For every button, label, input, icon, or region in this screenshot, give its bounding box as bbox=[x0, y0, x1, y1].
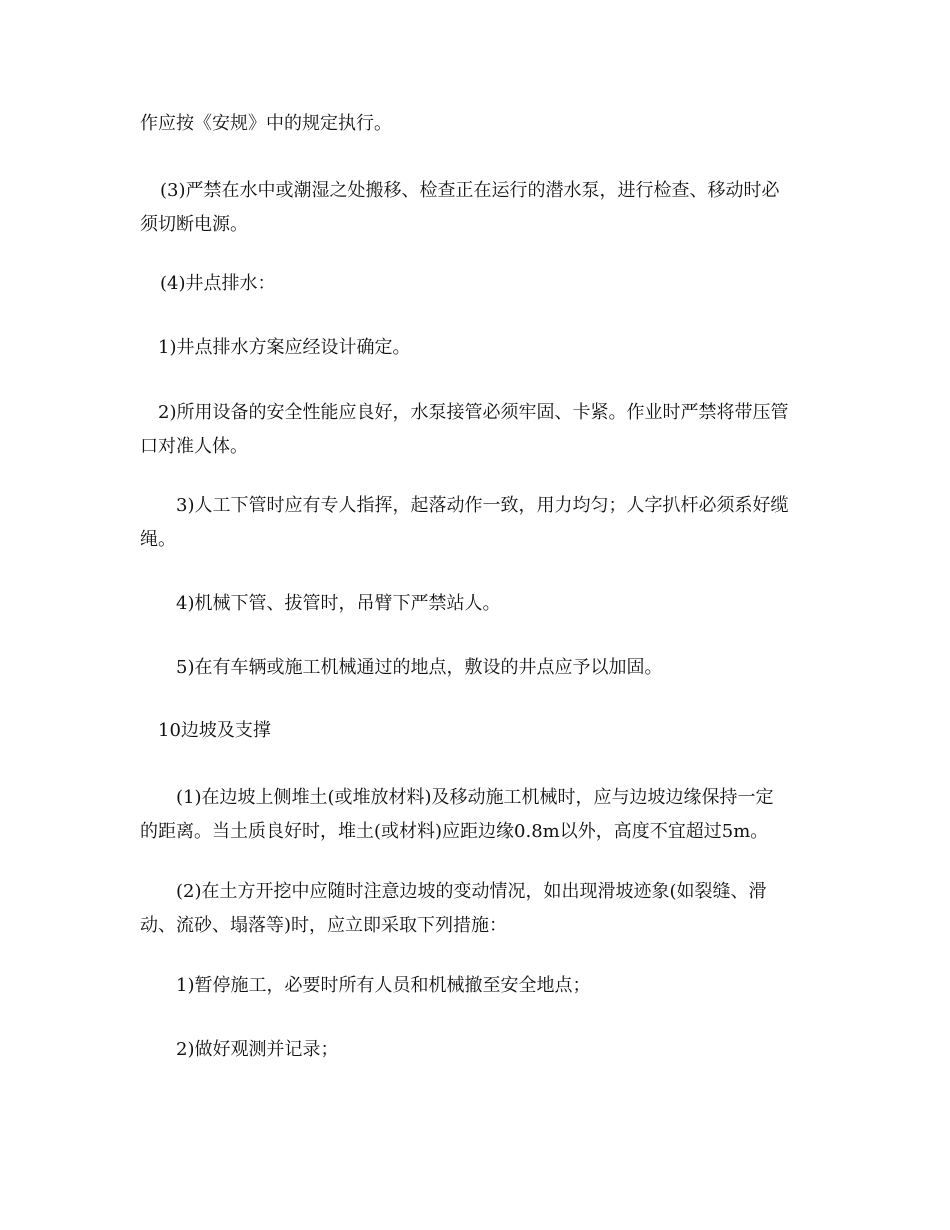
text-line: (1)在边坡上侧堆土(或堆放材料)及移动施工机械时，应与边坡边缘保持一定 bbox=[176, 787, 774, 808]
text-line: 1)井点排水方案应经设计确定。 bbox=[158, 337, 411, 358]
paragraph-subitem-4 bbox=[140, 587, 820, 621]
paragraph-item-4 bbox=[140, 267, 820, 301]
text-line: 的距离。当土质良好时，堆土(或材料)应距边缘0.8m以外，高度不宜超过5m。 bbox=[140, 821, 769, 842]
text-line: 2)做好观测并记录； bbox=[176, 1039, 339, 1060]
paragraph-continuation bbox=[140, 107, 820, 141]
paragraph-slope-1 bbox=[140, 781, 820, 849]
text-line: (3)严禁在水中或潮湿之处搬移、检查正在运行的潜水泵，进行检查、移动时必 bbox=[160, 180, 780, 201]
text-line: 2)所用设备的安全性能应良好，水泵接管必须牢固、卡紧。作业时严禁将带压管 bbox=[158, 402, 789, 423]
text-line: 3)人工下管时应有专人指挥，起落动作一致，用力均匀；人字扒杆必须系好缆 bbox=[176, 495, 789, 516]
text-line: 须切断电源。 bbox=[140, 214, 248, 235]
paragraph-item-3 bbox=[140, 174, 820, 242]
section-heading bbox=[140, 714, 820, 748]
text-line: (4)井点排水： bbox=[160, 273, 276, 294]
text-line: 动、流砂、塌落等)时，应立即采取下列措施： bbox=[140, 915, 508, 936]
text-line: 10边坡及支撑 bbox=[158, 720, 271, 741]
text-line: 1)暂停施工，必要时所有人员和机械撤至安全地点； bbox=[176, 975, 591, 996]
paragraph-subitem-1 bbox=[140, 331, 820, 365]
text-line: 作应按《安规》中的规定执行。 bbox=[140, 113, 392, 134]
paragraph-subitem-3 bbox=[140, 489, 820, 557]
text-line: 4)机械下管、拔管时，吊臂下严禁站人。 bbox=[176, 593, 501, 614]
text-line: 5)在有车辆或施工机械通过的地点，敷设的井点应予以加固。 bbox=[176, 657, 663, 678]
paragraph-slope-2 bbox=[140, 875, 820, 943]
paragraph-subitem-5 bbox=[140, 651, 820, 685]
paragraph-measure-2 bbox=[140, 1033, 820, 1067]
text-line: (2)在土方开挖中应随时注意边坡的变动情况，如出现滑坡迹象(如裂缝、滑 bbox=[176, 881, 767, 902]
paragraph-measure-1 bbox=[140, 969, 820, 1003]
paragraph-subitem-2 bbox=[140, 396, 820, 464]
text-line: 绳。 bbox=[140, 529, 176, 550]
text-line: 口对准人体。 bbox=[140, 436, 248, 457]
